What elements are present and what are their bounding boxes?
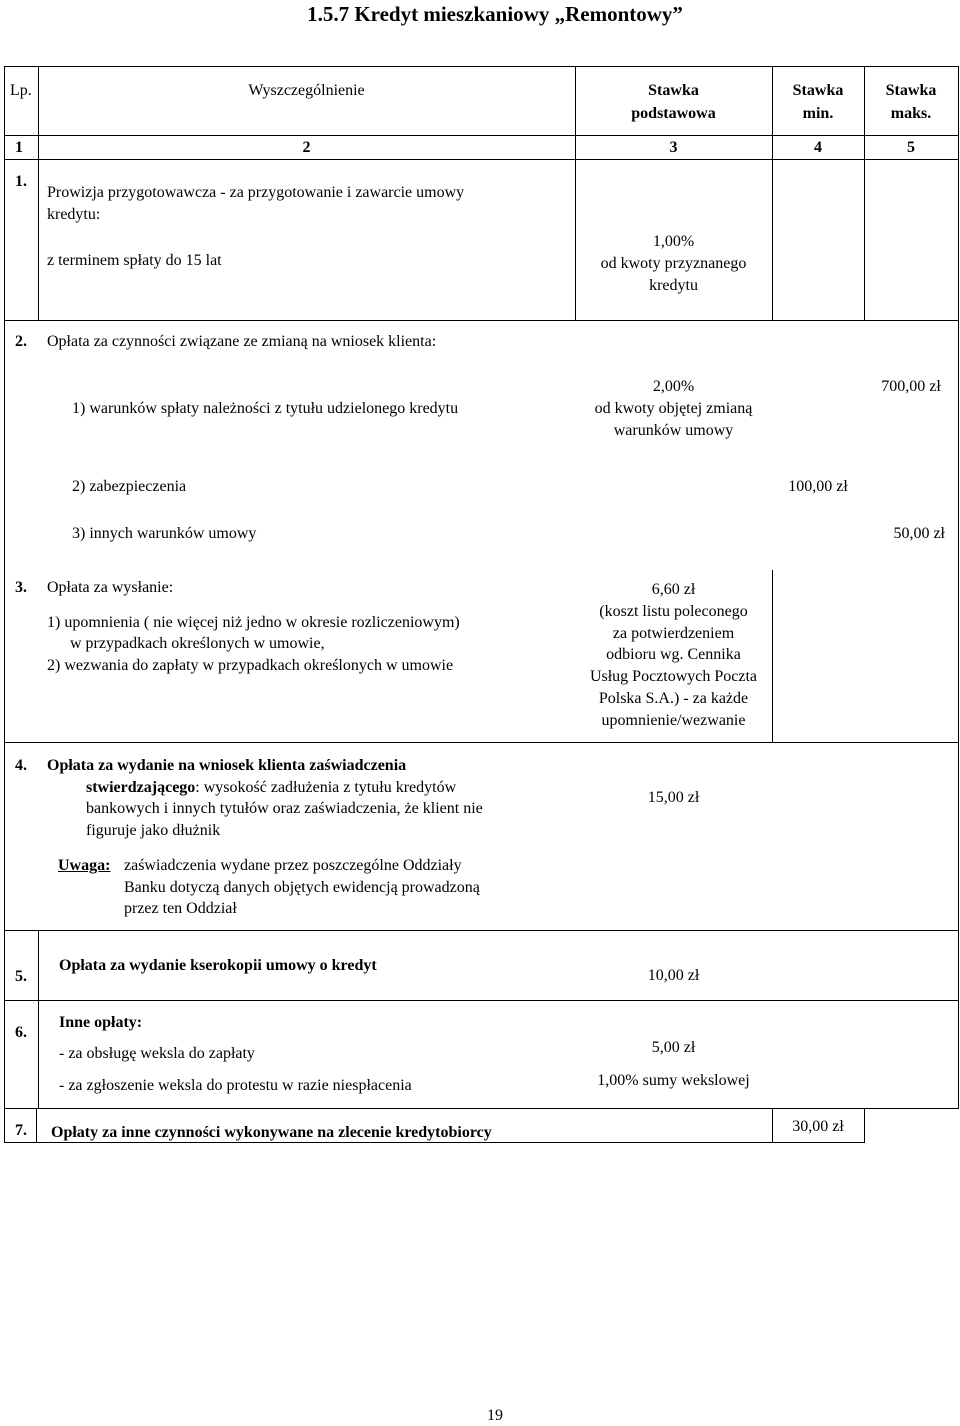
row4-title-line2-bold: stwierdzającego <box>86 779 196 796</box>
col-number-5: 5 <box>907 139 915 156</box>
row4-title-line1: Opłata za wydanie na wniosek klienta zaświadczenia <box>47 757 407 774</box>
row6-item2-rate: 1,00% sumy wekslowej <box>597 1072 750 1089</box>
header-lp: Lp. <box>10 82 32 99</box>
row2-title: Opłata za czynności związane ze zmianą na wniosek klienta: <box>47 333 437 350</box>
row3-title: Opłata za wysłanie: <box>47 579 174 596</box>
row3-rate-6: Polska S.A.) - za każde <box>598 690 749 707</box>
row3-rate-4: odbioru wg. Cennika <box>606 646 741 663</box>
col-number-1: 1 <box>15 139 23 156</box>
row1-number: 1. <box>15 173 27 190</box>
header-stawka-maks-2: maks. <box>890 105 932 122</box>
row7-rate: 30,00 zł <box>792 1118 844 1135</box>
row6-title: Inne opłaty: <box>59 1014 143 1031</box>
row3-line2: w przypadkach określonych w umowie, <box>70 635 325 652</box>
row3-rate-1: 6,60 zł <box>651 581 696 598</box>
row4-note-line3: przez ten Oddział <box>124 900 237 917</box>
page-title: 1.5.7 Kredyt mieszkaniowy „Remontowy” <box>307 2 683 26</box>
row4-number: 4. <box>15 757 27 774</box>
row2-item3-max: 50,00 zł <box>893 525 945 542</box>
row5-number: 5. <box>15 968 27 985</box>
header-stawka-min-2: min. <box>802 105 834 122</box>
row5-title: Opłata za wydanie kserokopii umowy o kredyt <box>59 957 377 974</box>
header-stawka-maks-1: Stawka <box>885 82 937 99</box>
row4-title-line2 <box>86 778 456 798</box>
row4-note-line1: zaświadczenia wydane przez poszczególne Oddziały <box>124 857 462 874</box>
row7-title: Opłaty za inne czynności wykonywane na zlecenie kredytobiorcy <box>51 1124 492 1141</box>
col-number-4: 4 <box>814 139 822 156</box>
row3-line3: 2) wezwania do zapłaty w przypadkach określonych w umowie <box>47 657 454 674</box>
row2-item1-max: 700,00 zł <box>881 378 941 395</box>
row4-note-label: Uwaga: <box>58 857 111 874</box>
row1-sub: z terminem spłaty do 15 lat <box>47 252 222 269</box>
row4-note-line2: Banku dotyczą danych objętych ewidencją prowadzoną <box>124 879 480 896</box>
header-stawka-podstawowa-1: Stawka <box>648 82 699 99</box>
col-number-3: 3 <box>669 139 678 156</box>
row2-item1: 1) warunków spłaty należności z tytułu udzielonego kredytu <box>72 400 459 417</box>
row2-item1-rate-2: od kwoty objętej zmianą <box>594 400 753 417</box>
row1-rate-3: kredytu <box>649 277 698 294</box>
row4-rate: 15,00 zł <box>647 789 700 806</box>
row2-item3: 3) innych warunków umowy <box>72 525 257 542</box>
row3-rate-3: za potwierdzeniem <box>612 625 735 642</box>
row7-number: 7. <box>15 1122 27 1139</box>
header-wyszczegolnienie: Wyszczególnienie <box>248 82 365 99</box>
row5-rate: 10,00 zł <box>647 967 700 984</box>
header-stawka-min-1: Stawka <box>792 82 844 99</box>
row1-title-line1: Prowizja przygotowawcza - za przygotowanie i zawarcie umowy <box>47 184 465 201</box>
row4-title-line4: figuruje jako dłużnik <box>86 822 221 839</box>
row2-item2-min: 100,00 zł <box>788 478 848 495</box>
row4-title-line3: bankowych i innych tytułów oraz zaświadczenia, że klient nie <box>86 800 483 817</box>
row1-title-line2: kredytu: <box>47 206 101 223</box>
row2-item1-rate-1: 2,00% <box>652 378 695 395</box>
row3-line1: 1) upomnienia ( nie więcej niż jedno w okresie rozliczeniowym) <box>47 614 460 631</box>
page-number: 19 <box>487 1407 503 1424</box>
row2-item2: 2) zabezpieczenia <box>72 478 187 495</box>
header-stawka-podstawowa-2: podstawowa <box>631 105 716 122</box>
row6-item1-rate: 5,00 zł <box>651 1039 696 1056</box>
row3-rate-2: (koszt listu poleconego <box>599 603 748 620</box>
row3-rate-7: upomnienie/wezwanie <box>601 712 746 729</box>
row2-number: 2. <box>15 333 27 350</box>
row4-title-line2-rest: : wysokość zadłużenia z tytułu kredytów <box>195 779 457 796</box>
row6-item1: - za obsługę weksla do zapłaty <box>59 1045 255 1062</box>
row6-number: 6. <box>15 1024 27 1041</box>
row1-rate-1: 1,00% <box>652 233 695 250</box>
row2-item1-rate-3: warunków umowy <box>613 422 734 439</box>
row3-rate-5: Usług Pocztowych Poczta <box>589 668 758 685</box>
row3-number: 3. <box>15 579 27 596</box>
row6-item2: - za zgłoszenie weksla do protestu w razie niespłacenia <box>59 1077 412 1094</box>
col-number-2: 2 <box>302 139 311 156</box>
row1-rate-2: od kwoty przyznanego <box>600 255 747 272</box>
